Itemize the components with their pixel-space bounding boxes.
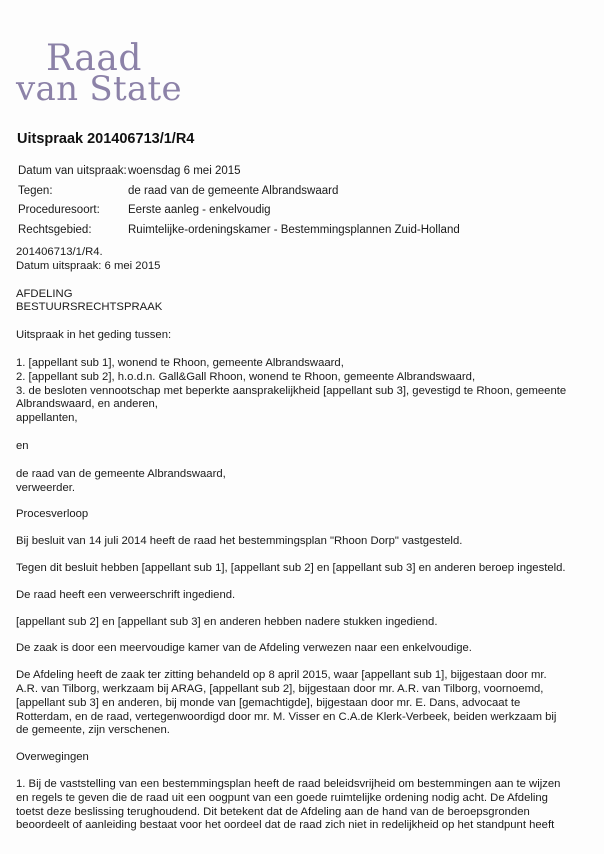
hearing-line: De Afdeling heeft de zaak ter zitting behandeld op 8 april 2015, waar [appellant sub 1], bijgestaan door mr. [16,669,547,682]
metadata-row [18,221,460,241]
metadata-row [18,162,460,182]
consideration-line: 1. Bij de vaststelling van een bestemmingsplan heeft de raad beleidsvrijheid om bestemmingen aan te wijzen [16,777,561,790]
metadata-value: Eerste aanleg - enkelvoudig [128,204,271,216]
logo-line-2: van State [16,69,182,109]
metadata-value: de raad van de gemeente Albrandswaard [128,184,339,197]
intro-text: Uitspraak in het geding tussen: [16,329,172,342]
metadata-row [18,182,460,202]
section-heading-overwegingen: Overwegingen [16,751,89,764]
proc-paragraph: De zaak is door een meervoudige kamer van de Afdeling verwezen naar een enkelvoudige. [16,642,472,655]
proc-paragraph: [appellant sub 2] en [appellant sub 3] en anderen hebben nadere stukken ingediend. [16,615,438,628]
metadata-row [18,201,460,221]
en-text: en [16,439,29,452]
department-line-2: BESTUURSRECHTSPRAAK [16,301,163,314]
hearing-line: de gemeente, zijn verschenen. [16,724,170,737]
metadata-table [18,162,460,240]
document-body [16,246,592,833]
section-heading-procesverloop: Procesverloop [16,508,89,521]
respondent-line: de raad van de gemeente Albrandswaard, [16,467,226,480]
metadata-label: Rechtsgebied: [18,223,92,236]
proc-paragraph: De raad heeft een verweerschrift ingediend. [16,588,236,601]
raad-van-state-logo [16,38,182,109]
decision-date: Datum uitspraak: 6 mei 2015 [16,259,161,272]
respondent-line: verweerder. [16,481,76,494]
party-line: 2. [appellant sub 2], h.o.d.n. Gall&Gall Rhoon, wonend te Rhoon, gemeente Albrandswaard, [16,370,476,383]
metadata-label: Datum van uitspraak: [18,165,127,177]
department-line-1: AFDELING [16,287,73,300]
metadata-label: Tegen: [18,184,53,197]
logo-line-1: Raad [46,38,142,79]
consideration-line: beoordeelt of aanleiding bestaat voor het oordeel dat de raad zich niet in redelijkheid op het standpunt heeft [16,819,555,832]
consideration-line: en regels te geven die de raad uit een oogpunt van een goede ruimtelijke ordening nodig acht. De Afdeling [16,791,548,804]
case-number: 201406713/1/R4. [16,246,103,258]
party-line: Albrandswaard, en anderen, [16,398,158,411]
metadata-value: woensdag 6 mei 2015 [128,165,241,177]
proc-paragraph: Tegen dit besluit hebben [appellant sub 1], [appellant sub 2] en [appellant sub 3] en anderen beroep ingesteld. [16,561,566,574]
consideration-line: toetst deze beslissing terughoudend. Dit betekent dat de Afdeling aan de hand van de beroepsgronden [16,805,530,818]
party-line: 3. de besloten vennootschap met beperkte aansprakelijkheid [appellant sub 3], gevestigd te Rhoon, gemeente [16,384,567,397]
party-line: 1. [appellant sub 1], wonend te Rhoon, gemeente Albrandswaard, [16,356,344,369]
metadata-label: Proceduresoort: [18,204,100,216]
proc-paragraph: Bij besluit van 14 juli 2014 heeft de raad het bestemmingsplan "Rhoon Dorp" vastgesteld. [16,535,463,548]
hearing-line: [appellant sub 3] en anderen, bij monde van [gemachtigde], bijgestaan door mr. E. Dans, advocaat te [16,696,521,709]
metadata-value: Ruimtelijke-ordeningskamer - Bestemmingsplannen Zuid-Holland [128,223,460,236]
hearing-line: Rotterdam, en de raad, vertegenwoordigd door mr. M. Visser en C.A.de Klerk-Verbeek, beiden werkzaam bij [16,710,557,723]
hearing-line: A.R. van Tilborg, werkzaam bij ARAG, [appellant sub 2], bijgestaan door mr. A.R. van Tilborg, voornoemd, [16,682,544,695]
party-line: appellanten, [16,412,78,425]
document-title: Uitspraak 201406713/1/R4 [17,131,195,147]
